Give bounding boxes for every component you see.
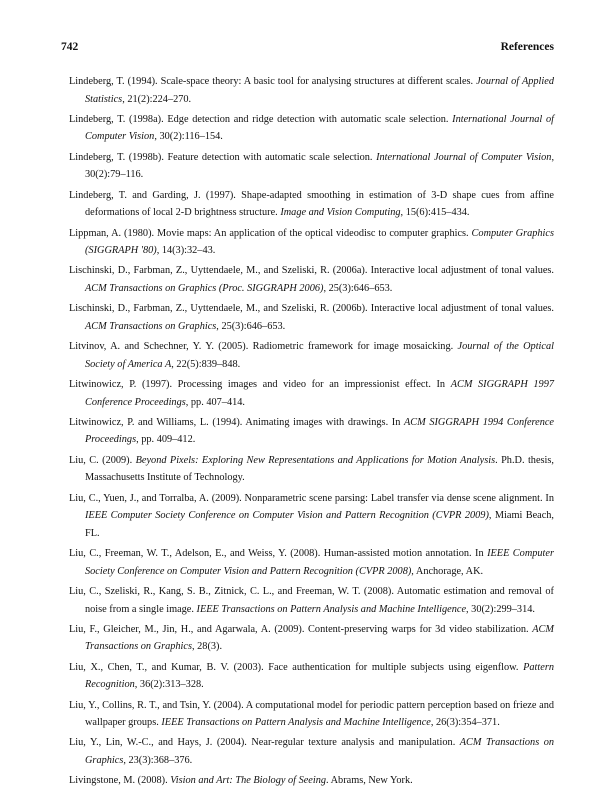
reference-entry: Lippman, A. (1980). Movie maps: An application of the optical videodisc to computer graphics. Computer Graphics (SIGGRAPH '80), 14(3):32–43. xyxy=(69,227,554,257)
reference-venue: ACM Transactions on Graphics xyxy=(85,320,217,332)
reference-entry: Lischinski, D., Farbman, Z., Uyttendaele, M., and Szeliski, R. (2006b). Interactive local adjustment of tonal values. ACM Transactions on Graphics, 25(3):646–653. xyxy=(69,303,554,332)
reference-entry: Liu, C., Szeliski, R., Kang, S. B., Zitnick, C. L., and Freeman, W. T. (2008). Automatic estimation and removal of noise from a single image. IEEE Transactions on Pattern Analysis and Machine Intelligence, 30(2):299–314. xyxy=(69,585,554,615)
reference-venue: Vision and Art: The Biology of Seeing xyxy=(170,775,327,787)
reference-venue: International Journal of Computer Vision xyxy=(85,113,554,143)
reference-venue: International Journal of Computer Vision xyxy=(376,151,552,163)
page-header xyxy=(61,40,554,54)
reference-entry: Liu, Y., Collins, R. T., and Tsin, Y. (2004). A computational model for periodic pattern perception based on frieze and wallpaper groups. IEEE Transactions on Pattern Analysis and Machine Intelligence, 26(3):354–371. xyxy=(69,699,554,729)
reference-entry: Liu, C., Freeman, W. T., Adelson, E., and Weiss, Y. (2008). Human-assisted motion annotation. In IEEE Computer Society Conference on Computer Vision and Pattern Recognition (CVPR 2008), Anchorage, AK. xyxy=(69,548,554,577)
reference-entry: Lindeberg, T. (1998b). Feature detection with automatic scale selection. International Journal of Computer Vision, 30(2):79–116. xyxy=(69,151,555,181)
reference-venue: IEEE Transactions on Pattern Analysis and Machine Intelligence xyxy=(161,717,431,729)
reference-venue: Image and Vision Computing xyxy=(280,207,401,219)
reference-entry: Liu, X., Chen, T., and Kumar, B. V. (2003). Face authentication for multiple subjects using eigenflow. Pattern Recognition, 36(2):313–328. xyxy=(69,661,554,691)
reference-venue: Journal of the Optical Society of America A xyxy=(85,341,554,370)
reference-venue: ACM Transactions on Graphics xyxy=(85,737,554,767)
reference-entry: Litwinowicz, P. (1997). Processing images and video for an impressionist effect. In ACM SIGGRAPH 1997 Conference Proceedings, pp. 407–414. xyxy=(69,379,554,408)
page-number: 742 xyxy=(61,41,79,53)
running-head: References xyxy=(500,41,554,53)
reference-venue: Beyond Pixels: Exploring New Representations and Applications for Motion Analysis xyxy=(135,454,496,466)
reference-entry: Livingstone, M. (2008). Vision and Art: The Biology of Seeing. Abrams, New York. xyxy=(69,775,413,787)
reference-entry: Litvinov, A. and Schechner, Y. Y. (2005). Radiometric framework for image mosaicking. Journal of the Optical Society of America A, 22(5):839–848. xyxy=(69,341,554,370)
reference-entry: Liu, C. (2009). Beyond Pixels: Exploring New Representations and Applications for Motion Analysis. Ph.D. thesis, Massachusetts Institute of Technology. xyxy=(69,454,554,484)
reference-entry: Liu, Y., Lin, W.-C., and Hays, J. (2004). Near-regular texture analysis and manipulation. ACM Transactions on Graphics, 23(3):368–376. xyxy=(69,737,554,767)
reference-venue: ACM SIGGRAPH 1994 Conference Proceedings xyxy=(85,416,555,446)
reference-venue: ACM Transactions on Graphics xyxy=(85,623,554,653)
reference-venue: Computer Graphics (SIGGRAPH '80) xyxy=(85,227,554,257)
reference-venue: IEEE Transactions on Pattern Analysis and Machine Intelligence xyxy=(196,603,467,615)
reference-venue: Journal of Applied Statistics xyxy=(85,76,554,105)
reference-entry: Liu, C., Yuen, J., and Torralba, A. (2009). Nonparametric scene parsing: Label transfer via dense scene alignment. In IEEE Computer Society Conference on Computer Vision and Pattern Recognition (CVPR 2009), Miami Beach, FL. xyxy=(69,492,555,539)
reference-venue: IEEE Computer Society Conference on Computer Vision and Pattern Recognition (CVPR 2009) xyxy=(85,510,489,522)
reference-venue: ACM Transactions on Graphics (Proc. SIGGRAPH 2006) xyxy=(85,282,324,294)
reference-venue: Pattern Recognition xyxy=(85,661,554,691)
reference-entry: Lindeberg, T. (1998a). Edge detection and ridge detection with automatic scale selection. International Journal of Computer Vision, 30(2):116–154. xyxy=(69,113,554,143)
reference-entry: Litwinowicz, P. and Williams, L. (1994). Animating images with drawings. In ACM SIGGRAPH 1994 Conference Proceedings, pp. 409–412. xyxy=(69,416,555,446)
reference-entry: Liu, F., Gleicher, M., Jin, H., and Agarwala, A. (2009). Content-preserving warps for 3d video stabilization. ACM Transactions on Graphics, 28(3). xyxy=(69,623,554,653)
reference-venue: ACM SIGGRAPH 1997 Conference Proceedings xyxy=(85,379,554,408)
reference-list xyxy=(69,73,554,793)
reference-entry: Lindeberg, T. (1994). Scale-space theory: A basic tool for analysing structures at different scales. Journal of Applied Statistics, 21(2):224–270. xyxy=(69,76,554,105)
reference-entry: Lindeberg, T. and Garding, J. (1997). Shape-adapted smoothing in estimation of 3-D shape cues from affine deformations of local 2-D brightness structure. Image and Vision Computing, 15(6):415–434. xyxy=(69,189,554,219)
reference-venue: IEEE Computer Society Conference on Computer Vision and Pattern Recognition (CVPR 2008) xyxy=(85,548,554,577)
reference-entry: Lischinski, D., Farbman, Z., Uyttendaele, M., and Szeliski, R. (2006a). Interactive local adjustment of tonal values. ACM Transactions on Graphics (Proc. SIGGRAPH 2006), 25(3):646–653. xyxy=(69,265,554,294)
